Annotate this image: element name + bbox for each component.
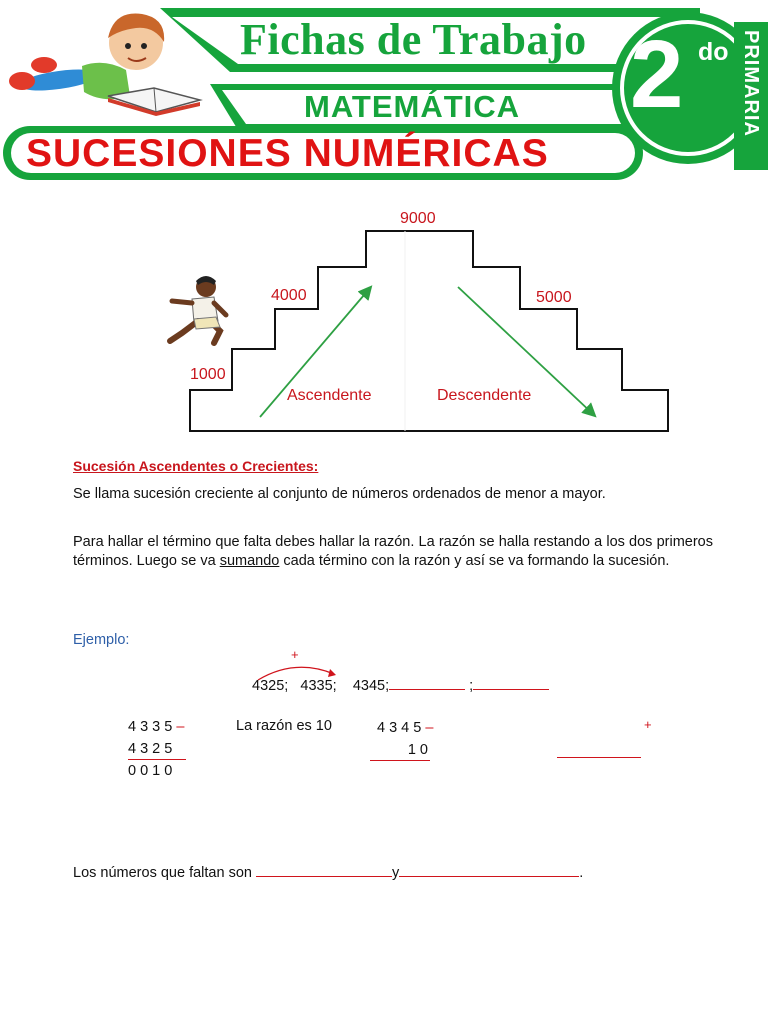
example-label: Ejemplo: (73, 632, 130, 648)
sequence-term-2: 4335; (300, 678, 337, 694)
explanation-underlined-word: sumando (219, 552, 280, 569)
step-value-5000: 5000 (536, 289, 572, 306)
running-boy-illustration (170, 276, 226, 343)
ascending-label: Ascendente (287, 387, 372, 404)
answer-blank-1 (256, 862, 392, 877)
page-header (0, 0, 768, 185)
sequence-term-3: 4345; (352, 678, 390, 694)
explanation-text-start: Para hallar el término que falta debes hallar la razón. La razón se halla restando a los dos primeros términos. Luego se va (73, 534, 713, 569)
second-plus-sign: + (644, 717, 652, 732)
second-operation-blank (557, 743, 641, 758)
definition-text: Se llama sucesión creciente al conjunto de números ordenados de menor a mayor. (73, 486, 606, 502)
subject-title: MATEMÁTICA (304, 89, 521, 124)
worksheet-title: Fichas de Trabajo (240, 15, 587, 64)
addition-operator-sign: – (425, 720, 434, 736)
minus-sign: – (176, 719, 185, 735)
answer-suffix: . (579, 865, 584, 881)
answer-blank-2 (399, 862, 579, 877)
sequence-term-1: 4325; (252, 678, 289, 694)
topic-title: SUCESIONES NUMÉRICAS (26, 132, 549, 175)
step-value-1000: 1000 (190, 366, 226, 383)
addition-top: 4 3 4 5 – (377, 720, 434, 736)
grade-suffix: do (698, 38, 729, 66)
subtraction-minuend: 4 3 3 5 – (128, 719, 185, 735)
staircase-outline (190, 231, 668, 431)
descending-label: Descendente (437, 387, 532, 404)
answer-conjunction: y (391, 865, 400, 881)
section-heading: Sucesión Ascendentes o Crecientes: (73, 458, 319, 474)
sequence-blank-2 (473, 675, 549, 690)
addition-bottom: 1 0 (370, 741, 430, 761)
explanation-paragraph (73, 533, 713, 570)
step-value-9000: 9000 (400, 210, 436, 227)
grade-number: 2 (630, 21, 684, 128)
example-sequence (252, 675, 549, 696)
subtraction-subtrahend: 4 3 2 5 (128, 740, 186, 760)
staircase-diagram (0, 195, 768, 440)
ratio-text: La razón es 10 (236, 718, 332, 734)
step-value-4000: 4000 (271, 287, 307, 304)
answer-line (73, 862, 583, 883)
grade-level: PRIMARIA (740, 30, 762, 137)
reading-boy-illustration (4, 8, 214, 123)
sequence-plus-sign: + (291, 647, 299, 662)
sequence-blank-1 (389, 675, 465, 690)
subtraction-result: 0 0 1 0 (128, 763, 173, 779)
explanation-text-end: cada término con la razón y así se va formando la sucesión. (279, 552, 670, 569)
sequence-separator: ; (469, 678, 474, 694)
answer-prefix: Los números que faltan son (73, 865, 252, 881)
